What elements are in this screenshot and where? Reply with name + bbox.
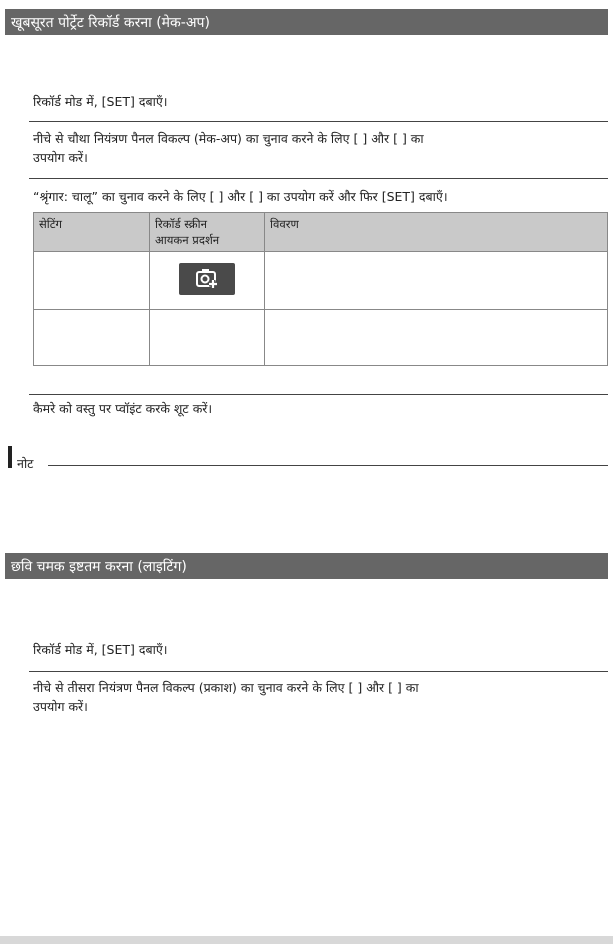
divider (29, 121, 608, 122)
divider (29, 178, 608, 179)
header-setting: सेटिंग (34, 213, 150, 252)
note-underline (48, 465, 608, 466)
makeup-on-icon (179, 263, 235, 295)
table-cell (265, 310, 608, 366)
note-label: नोट (17, 456, 34, 471)
divider (29, 394, 608, 395)
table-cell (34, 310, 150, 366)
section-title-makeup: खूबसूरत पोर्ट्रेट रिकॉर्ड करना (मेक-अप) (5, 9, 608, 35)
header-icon-display-line1: रिकॉर्ड स्क्रीन (155, 217, 207, 231)
table-cell (265, 252, 608, 310)
table-cell (150, 310, 265, 366)
lighting-step-1: रिकॉर्ड मोड में, [SET] दबाएँ। (33, 642, 168, 657)
lighting-step-2-line2: उपयोग करें। (33, 699, 88, 714)
lighting-step-2-line1: नीचे से तीसरा नियंत्रण पैनल विकल्प (प्रकाश) का चुनाव करने के लिए [ ] और [ ] का (33, 680, 419, 695)
makeup-step-1: रिकॉर्ड मोड में, [SET] दबाएँ। (33, 94, 168, 109)
header-description: विवरण (265, 213, 608, 252)
makeup-step-2-line1: नीचे से चौथा नियंत्रण पैनल विकल्प (मेक-अप) का चुनाव करने के लिए [ ] और [ ] का (33, 131, 424, 146)
makeup-settings-table (33, 212, 608, 366)
makeup-step-2 (33, 129, 601, 167)
table-row (34, 310, 608, 366)
table-cell (34, 252, 150, 310)
header-icon-display (150, 213, 265, 252)
makeup-step-2-line2: उपयोग करें। (33, 150, 88, 165)
makeup-on-icon-glyph (195, 268, 219, 290)
note-marker (8, 446, 12, 468)
lighting-step-2 (33, 678, 601, 716)
table-cell-icon (150, 252, 265, 310)
section-title-lighting: छवि चमक इष्टतम करना (लाइटिंग) (5, 553, 608, 579)
makeup-step-4: कैमरे को वस्तु पर प्वॉइंट करके शूट करें। (33, 401, 213, 416)
makeup-step-3: “श्रृंगार: चालू” का चुनाव करने के लिए [ ] और [ ] का उपयोग करें और फिर [SET] दबाएँ। (33, 189, 448, 204)
table-row (34, 252, 608, 310)
page-footer-bar (0, 936, 613, 944)
divider (29, 671, 608, 672)
table-header-row (34, 213, 608, 252)
header-icon-display-line2: आयकन प्रदर्शन (155, 233, 220, 247)
